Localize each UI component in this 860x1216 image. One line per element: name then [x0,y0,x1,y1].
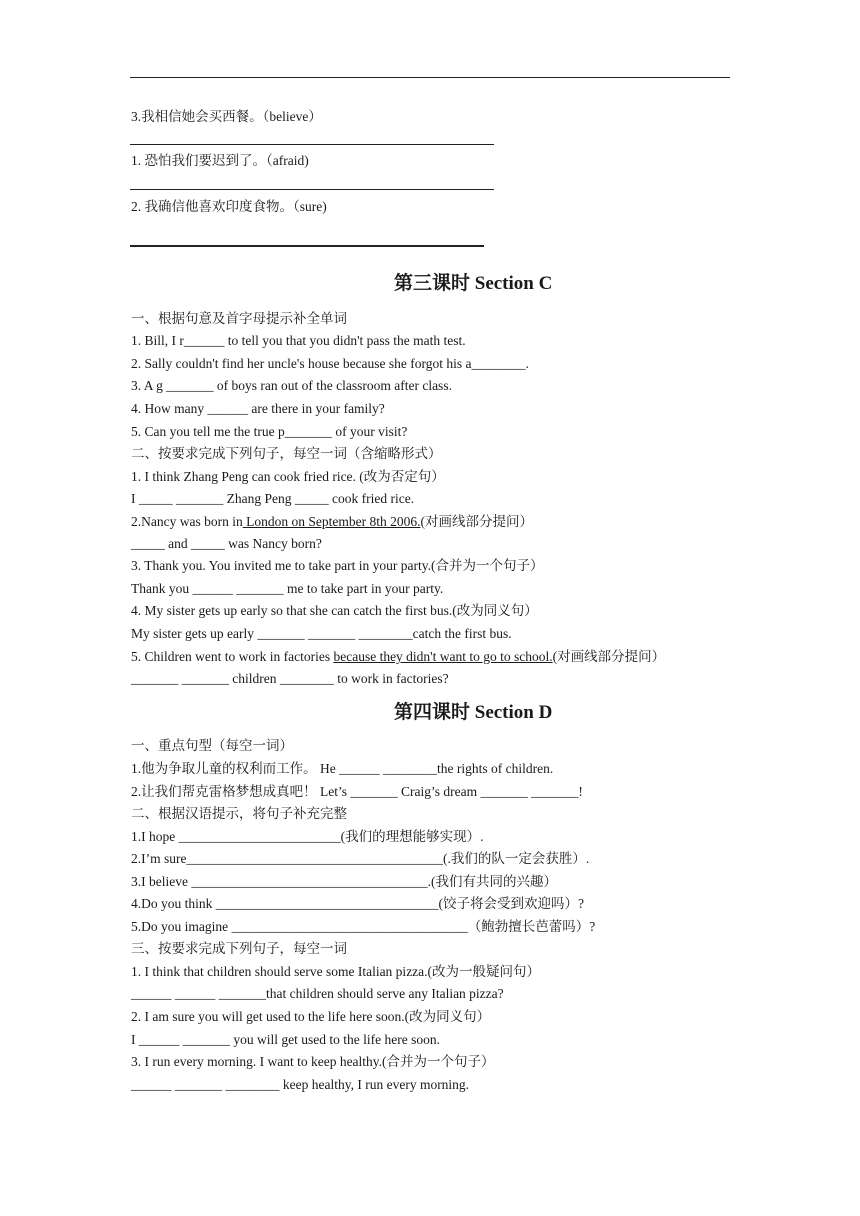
c-a3: Thank you ______ _______ me to take part in your party. [131,581,444,596]
answer-line [130,245,484,247]
d-part2-item: 2.I’m sure______________________________________(.我们的队一定会获胜）. [131,851,590,866]
c-q2 [131,513,533,531]
d-part2-item: 5.Do you imagine ___________________________________（鲍勃擅长芭蕾吗）? [131,919,596,934]
c-q5-post: (对画线部分提问） [552,649,666,664]
c-a1: I _____ _______ Zhang Peng _____ cook fried rice. [131,491,415,506]
d-part3-item: ______ ______ _______that children should serve any Italian pizza? [131,986,504,1001]
section-d-part2-heading: 二、根据汉语提示，将句子补充完整 [131,806,347,821]
d-part3-item: I ______ _______ you will get used to the life here soon. [131,1032,440,1047]
c-a2: _____ and _____ was Nancy born? [131,536,322,551]
answer-line [130,189,494,190]
section-c-part1-heading: 一、根据句意及首字母提示补全单词 [131,311,347,326]
d-part3-item: 2. I am sure you will get used to the life here soon.(改为同义句） [131,1009,491,1024]
c-a4: My sister gets up early _______ _______ ________catch the first bus. [131,626,512,641]
c-part1-item: 2. Sally couldn't find her uncle's house because she forgot his a________. [131,356,529,371]
section-d-part1-heading: 一、重点句型（每空一词） [131,738,293,753]
translate-q2: 2. 我确信他喜欢印度食物。（sure) [131,199,327,214]
c-q5-underlined: because they didn't want to go to school. [333,649,553,664]
translate-q1: 1. 恐怕我们要迟到了。（afraid) [131,153,309,168]
c-q4: 4. My sister gets up early so that she can catch the first bus.(改为同义句） [131,603,538,618]
c-part1-item: 5. Can you tell me the true p_______ of your visit? [131,424,408,439]
d-part2-item: 1.I hope ________________________(我们的理想能够实现）. [131,829,484,844]
c-q5-pre: 5. Children went to work in factories [131,649,334,664]
section-d-part3-heading: 三、按要求完成下列句子，每空一词 [131,941,347,956]
c-q5 [131,648,665,666]
top-rule [130,77,730,78]
d-part3-item: ______ _______ ________ keep healthy, I run every morning. [131,1077,470,1092]
translate-q3: 3.我相信她会买西餐。（believe） [131,109,322,124]
section-c-part2-heading: 二、按要求完成下列句子，每空一词（含缩略形式） [131,446,442,461]
answer-line [130,144,494,145]
c-q2-pre: 2.Nancy was born in [131,514,243,529]
c-a5: _______ _______ children ________ to work in factories? [131,671,449,686]
d-part2-item: 3.I believe ___________________________________.(我们有共同的兴趣） [131,874,557,889]
c-q2-post: (对画线部分提问） [420,514,533,529]
d-part3-item: 1. I think that children should serve some Italian pizza.(改为一般疑问句） [131,964,541,979]
d-part3-item: 3. I run every morning. I want to keep healthy.(合并为一个句子） [131,1054,495,1069]
c-part1-item: 4. How many ______ are there in your family? [131,401,385,416]
section-c-title: 第三课时 Section C [394,273,553,294]
c-q3: 3. Thank you. You invited me to take part in your party.(合并为一个句子） [131,558,544,573]
c-q1: 1. I think Zhang Peng can cook fried rice. (改为否定句） [131,469,445,484]
section-d-title: 第四课时 Section D [394,702,553,723]
d-part2-item: 4.Do you think _________________________________(饺子将会受到欢迎吗）? [131,896,584,911]
d-part1-item: 1.他为争取儿童的权利而工作。 He ______ ________the rights of children. [131,761,554,776]
c-part1-item: 1. Bill, I r______ to tell you that you didn't pass the math test. [131,333,466,348]
c-part1-item: 3. A g _______ of boys ran out of the classroom after class. [131,378,452,393]
c-q2-underlined: London on September 8th 2006. [242,514,421,529]
d-part1-item: 2.让我们帮克雷格梦想成真吧！ Let’s _______ Craig’s dream _______ _______! [131,784,583,799]
